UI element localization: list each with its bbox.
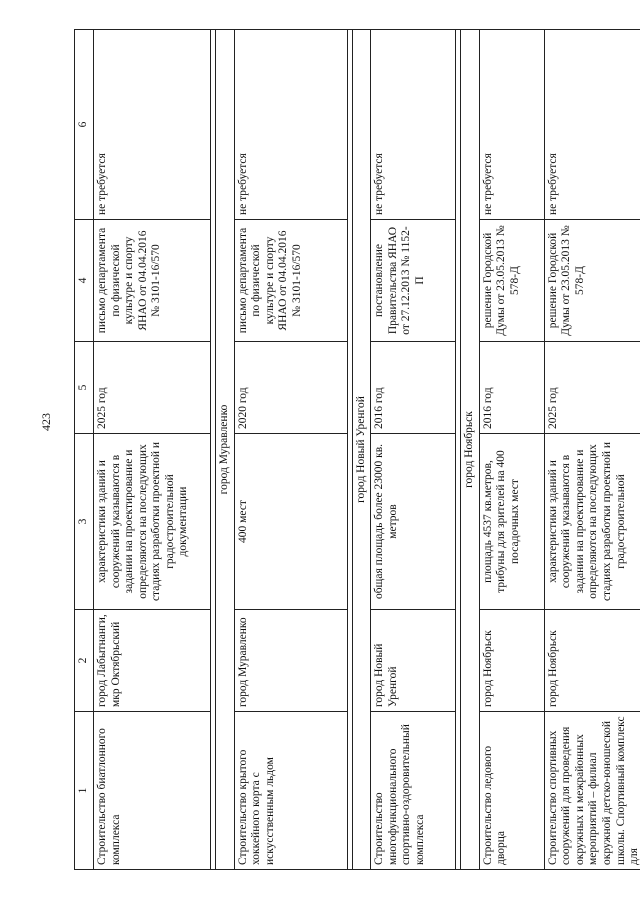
landscape-table-sheet xyxy=(74,30,640,870)
object-note: не требуется xyxy=(544,30,640,220)
object-characteristics: характеристики зданий и сооружений указываются в задании на проектирование и определяются на последующих стадиях разработки проектной и градостроительной xyxy=(544,434,640,610)
table-row xyxy=(371,30,456,870)
object-characteristics: характеристики зданий и сооружений указываются в задании на проектирование и определяются на последующих стадиях разработки проектной и градостроительной документации xyxy=(94,434,211,610)
city-header-row xyxy=(461,30,480,870)
table-row xyxy=(479,30,544,870)
table-row xyxy=(94,30,211,870)
object-document: решение Городской Думы от 23.05.2013 № 578-Д xyxy=(479,220,544,342)
column-number: 2 xyxy=(75,610,94,712)
object-name: Строительство спортивных сооружений для проведения окружных и межрайонных мероприятий – филиал окружной детско-юношеской школы. Спортивный комплекс для xyxy=(544,712,640,870)
object-name: Строительство ледового дворца xyxy=(479,712,544,870)
object-location: город Лабытнанги, мкр Октябрьский xyxy=(94,610,211,712)
table-row xyxy=(544,30,640,870)
column-number: 3 xyxy=(75,434,94,610)
column-number: 5 xyxy=(75,342,94,434)
object-name: Строительство биатлонного комплекса xyxy=(94,712,211,870)
object-location: город Муравленко xyxy=(234,610,347,712)
object-document: письмо департамента по физической культуре и спорту ЯНАО от 04.04.2016 № 3101-16/570 xyxy=(94,220,211,342)
object-note: не требуется xyxy=(479,30,544,220)
object-year: 2020 год xyxy=(234,342,347,434)
table-row xyxy=(234,30,347,870)
object-year: 2025 год xyxy=(94,342,211,434)
object-note: не требуется xyxy=(234,30,347,220)
object-document: решение Городской Думы от 23.05.2013 № 578-Д xyxy=(544,220,640,342)
city-header: город Новый Уренгой xyxy=(352,30,371,870)
object-year: 2025 год xyxy=(544,342,640,434)
object-location: город Новый Уренгой xyxy=(371,610,456,712)
object-characteristics: площадь 4537 кв.метров, трибуны для зрителей на 400 посадочных мест xyxy=(479,434,544,610)
object-note: не требуется xyxy=(371,30,456,220)
object-characteristics: 400 мест xyxy=(234,434,347,610)
object-document: письмо департамента по физической культуре и спорту ЯНАО от 04.04.2016 № 3101-16/570 xyxy=(234,220,347,342)
objects-table xyxy=(74,29,640,870)
column-number: 1 xyxy=(75,712,94,870)
city-header-row xyxy=(352,30,371,870)
object-document: постановление Правительства ЯНАО от 27.12.2013 № 1152-П xyxy=(371,220,456,342)
column-number: 4 xyxy=(75,220,94,342)
object-year: 2016 год xyxy=(479,342,544,434)
object-year: 2016 год xyxy=(371,342,456,434)
object-name: Строительство крытого хоккейного корта с искусственным льдом xyxy=(234,712,347,870)
city-header-row xyxy=(216,30,235,870)
object-characteristics: общая площадь более 23000 кв. метров xyxy=(371,434,456,610)
object-location: город Ноябрьск xyxy=(479,610,544,712)
object-note: не требуется xyxy=(94,30,211,220)
city-header: город Муравленко xyxy=(216,30,235,870)
object-location: город Ноябрьск xyxy=(544,610,640,712)
page-number: 423 xyxy=(39,413,53,431)
city-header: город Ноябрьск xyxy=(461,30,480,870)
object-name: Строительство многофункционального спортивно-оздоровительный комплекса xyxy=(371,712,456,870)
column-number-row xyxy=(75,30,94,870)
column-number: 6 xyxy=(75,30,94,220)
